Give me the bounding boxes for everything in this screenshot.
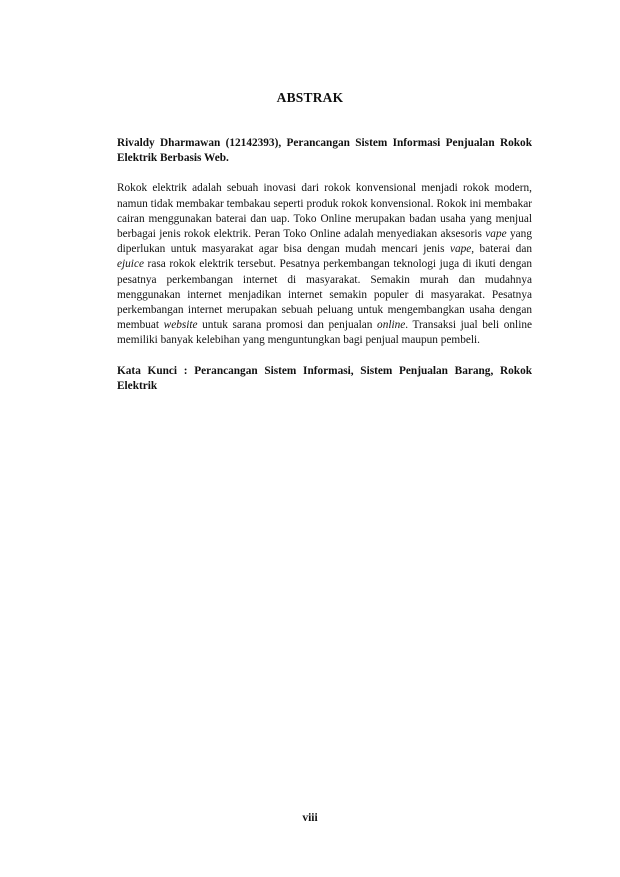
- abstract-text-run: rasa rokok elektrik tersebut. Pesatnya perkembangan teknologi juga di ikuti dengan pesatnya perkembangan internet di masyarakat. Semakin murah dan mudahnya menggunakan internet menjadikan internet semakin populer di masyarakat. Pesatnya perkembangan internet merupakan sebuah peluang untuk mengembangkan usaha dengan membuat: [117, 258, 532, 332]
- abstract-italic-term: ejuice: [117, 258, 144, 271]
- abstract-italic-term: website: [163, 319, 198, 332]
- abstract-italic-term: online: [377, 319, 406, 332]
- abstract-text-run: , baterai dan: [471, 243, 532, 256]
- abstract-italic-term: vape: [449, 243, 472, 256]
- abstract-body: [117, 181, 532, 348]
- abstract-text-run: untuk sarana promosi dan penjualan: [197, 319, 378, 332]
- abstract-title: ABSTRAK: [276, 90, 344, 105]
- page-number: viii: [302, 812, 318, 824]
- abstract-content: [117, 136, 532, 394]
- abstract-text-run: . Transaksi jual beli online memiliki banyak kelebihan yang menguntungkan bagi penjual maupun pembeli.: [117, 319, 532, 347]
- abstract-italic-term: vape: [485, 228, 507, 241]
- keywords-line: Kata Kunci : Perancangan Sistem Informasi, Sistem Penjualan Barang, Rokok Elektrik: [117, 364, 532, 392]
- author-citation: Rivaldy Dharmawan (12142393), Perancangan Sistem Informasi Penjualan Rokok Elektrik Berbasis Web.: [117, 137, 532, 165]
- abstract-text-run: Rokok elektrik adalah sebuah inovasi dari rokok konvensional menjadi rokok modern, namun tidak membakar tembakau seperti produk rokok konvensional. Rokok ini membakar cairan menggunakan baterai dan uap. Toko Online merupakan badan usaha yang menjual berbagai jenis rokok elektrik. Peran Toko Online adalah menyediakan aksesoris: [117, 182, 532, 241]
- abstract-text-run: yang diperlukan untuk masyarakat agar bisa dengan mudah mencari jenis: [117, 228, 532, 256]
